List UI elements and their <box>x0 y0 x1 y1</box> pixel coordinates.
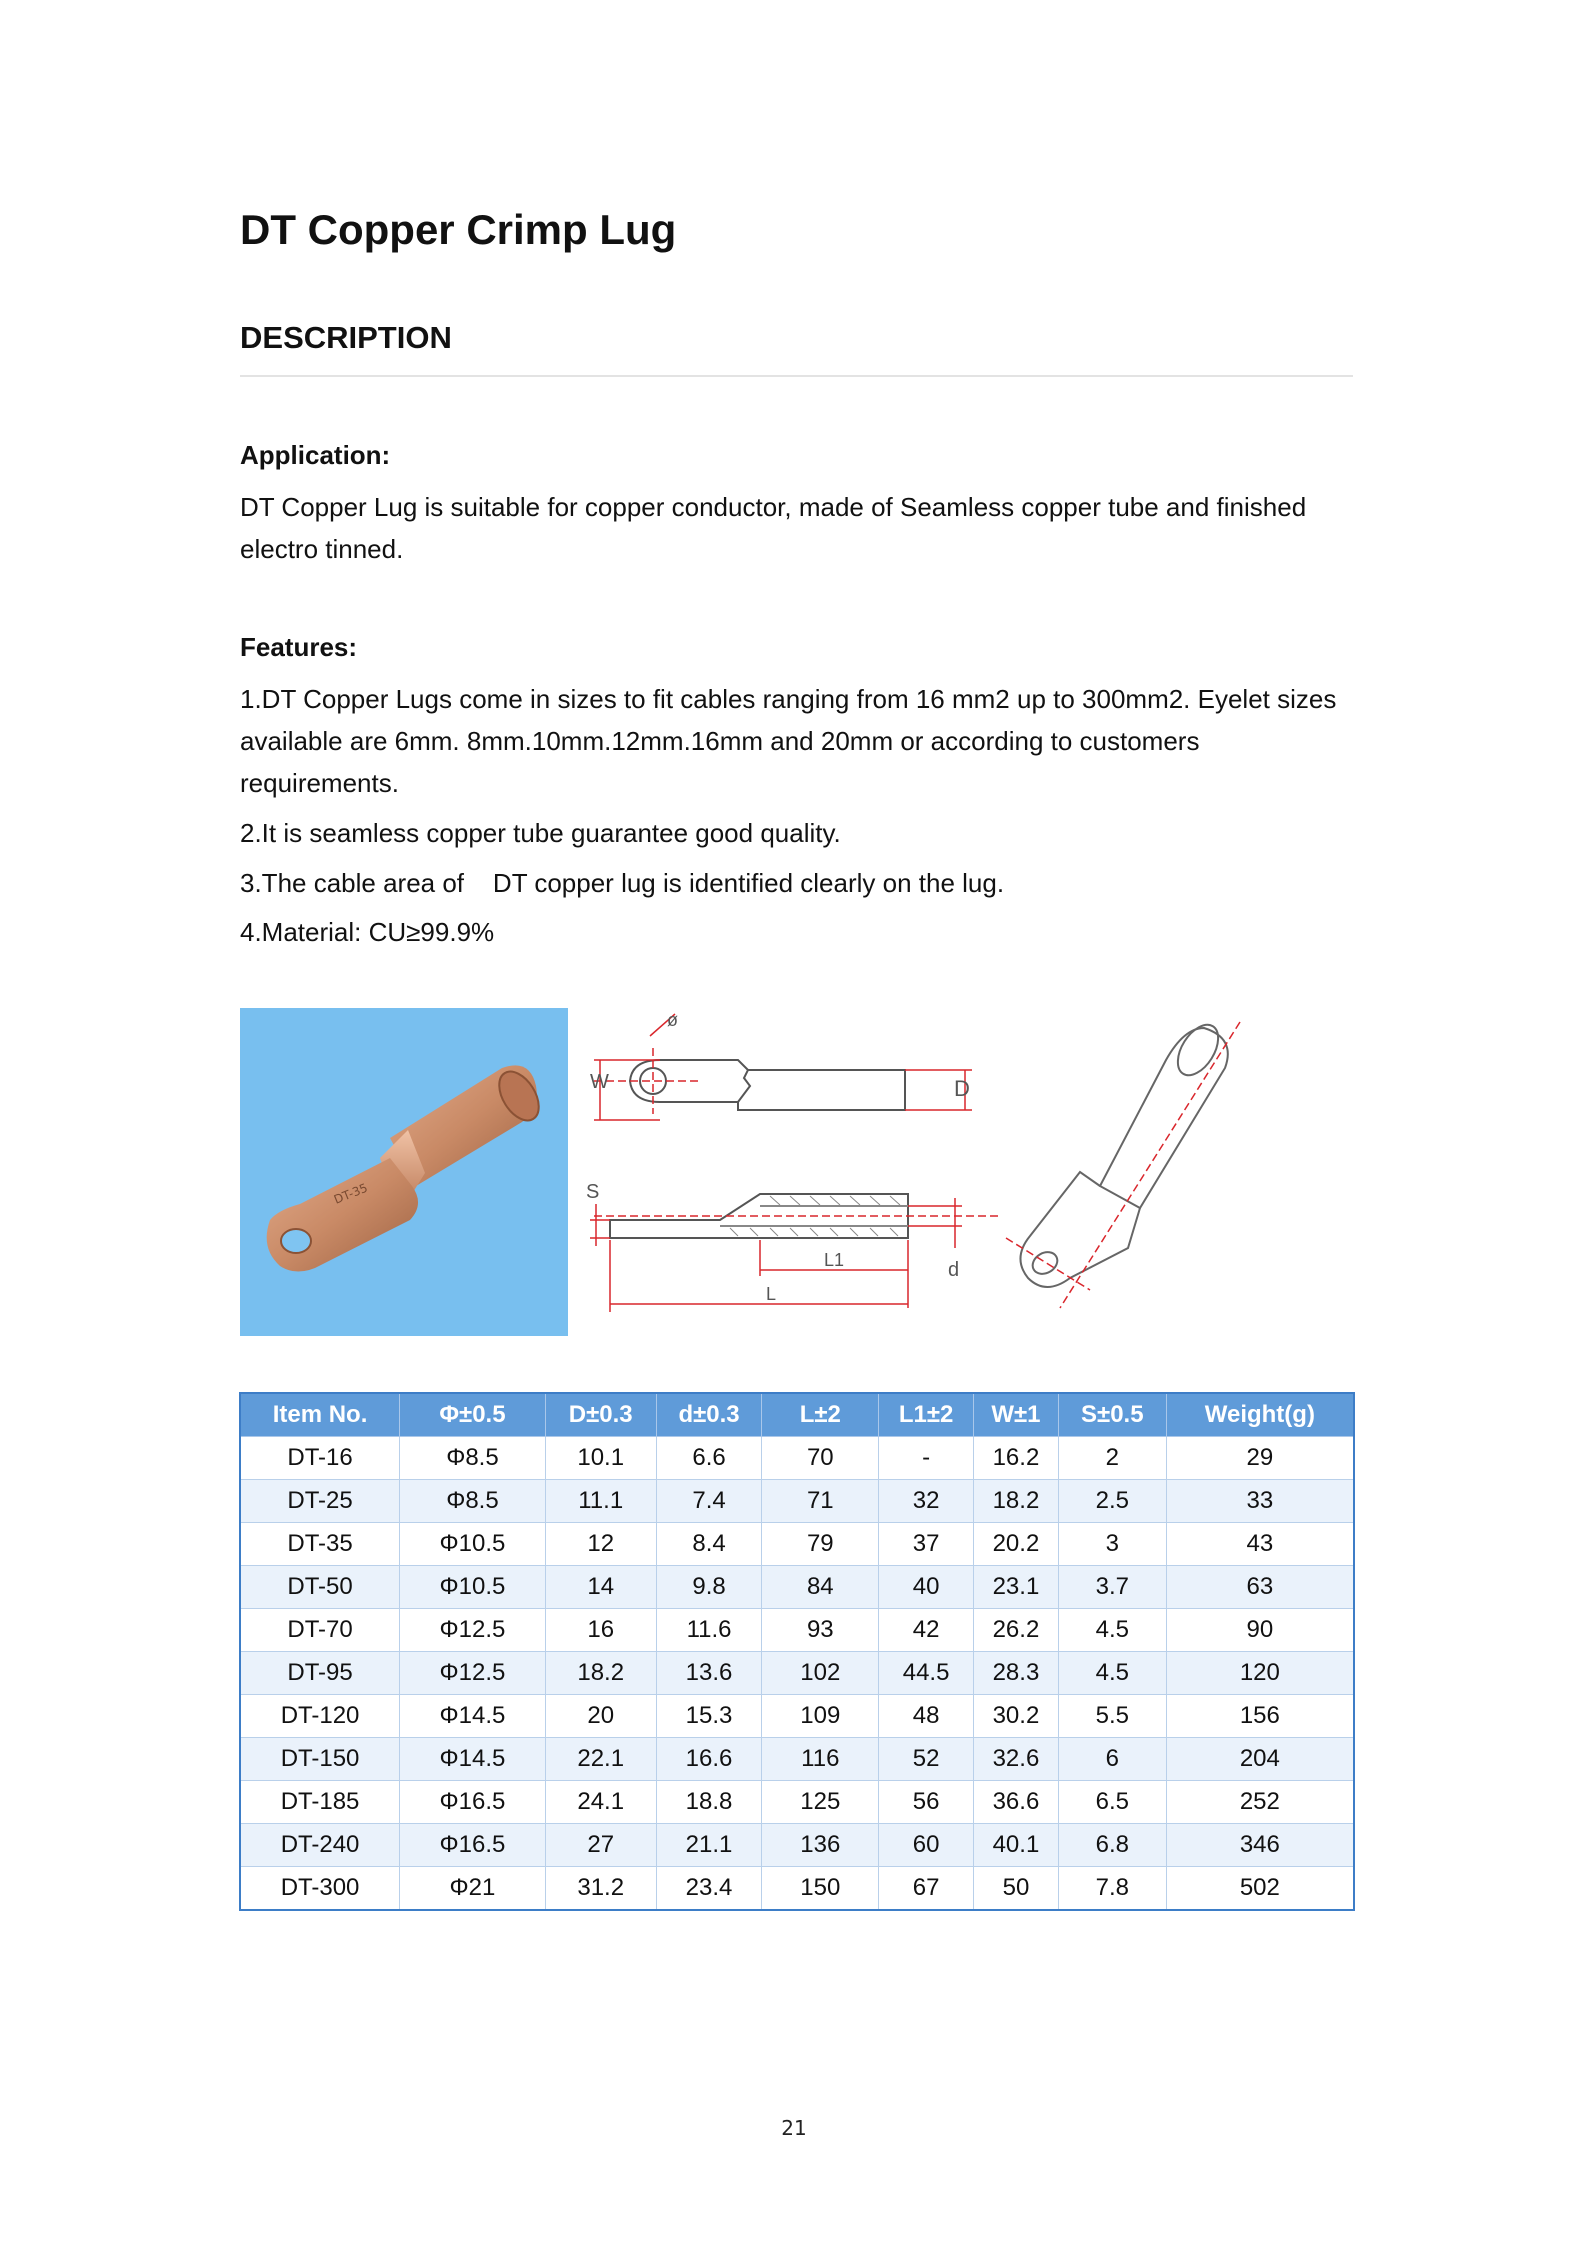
table-cell: 84 <box>762 1566 879 1609</box>
table-cell: 40.1 <box>974 1824 1059 1867</box>
table-row <box>240 1652 1354 1695</box>
table-cell: 90 <box>1166 1609 1354 1652</box>
table-cell: DT-120 <box>240 1695 400 1738</box>
table-cell: 116 <box>762 1738 879 1781</box>
column-header: Item No. <box>240 1393 400 1437</box>
table-cell: 4.5 <box>1058 1609 1166 1652</box>
table-cell: 3.7 <box>1058 1566 1166 1609</box>
table-cell: 43 <box>1166 1523 1354 1566</box>
table-cell: 3 <box>1058 1523 1166 1566</box>
table-cell: 4.5 <box>1058 1652 1166 1695</box>
table-cell: 18.2 <box>545 1652 656 1695</box>
table-row <box>240 1437 1354 1480</box>
table-cell: 204 <box>1166 1738 1354 1781</box>
table-header-row <box>240 1393 1354 1437</box>
dim-label-d-outer: D <box>954 1076 970 1101</box>
table-cell: 15.3 <box>656 1695 762 1738</box>
table-cell: 120 <box>1166 1652 1354 1695</box>
table-cell: DT-50 <box>240 1566 400 1609</box>
table-cell: 50 <box>974 1867 1059 1911</box>
dim-label-w: W <box>590 1071 609 1093</box>
table-cell: 9.8 <box>656 1566 762 1609</box>
table-cell: 56 <box>879 1781 974 1824</box>
spec-table <box>239 1392 1355 1911</box>
feature-item-3: 3.The cable area of DT copper lug is identified clearly on the lug. <box>240 868 1005 898</box>
table-cell: Φ12.5 <box>400 1609 546 1652</box>
table-cell: 60 <box>879 1824 974 1867</box>
table-cell: 13.6 <box>656 1652 762 1695</box>
dim-label-d-inner: d <box>948 1259 960 1281</box>
table-cell: 14 <box>545 1566 656 1609</box>
table-cell: 71 <box>762 1480 879 1523</box>
column-header: L1±2 <box>879 1393 974 1437</box>
table-cell: 40 <box>879 1566 974 1609</box>
dim-label-s: S <box>586 1181 600 1203</box>
table-cell: 6 <box>1058 1738 1166 1781</box>
table-cell: Φ8.5 <box>400 1480 546 1523</box>
table-row <box>240 1867 1354 1911</box>
table-cell: 52 <box>879 1738 974 1781</box>
table-cell: 109 <box>762 1695 879 1738</box>
column-header: W±1 <box>974 1393 1059 1437</box>
table-cell: 125 <box>762 1781 879 1824</box>
photo-marking: DT-35 <box>331 1180 370 1207</box>
table-cell: 31.2 <box>545 1867 656 1911</box>
table-cell: 63 <box>1166 1566 1354 1609</box>
table-cell: 67 <box>879 1867 974 1911</box>
table-cell: DT-35 <box>240 1523 400 1566</box>
table-cell: Φ10.5 <box>400 1523 546 1566</box>
table-cell: 5.5 <box>1058 1695 1166 1738</box>
table-cell: 70 <box>762 1437 879 1480</box>
lug-dimension-drawing <box>580 1008 1360 1338</box>
table-cell: Φ16.5 <box>400 1824 546 1867</box>
table-cell: 79 <box>762 1523 879 1566</box>
column-header: D±0.3 <box>545 1393 656 1437</box>
table-cell: DT-70 <box>240 1609 400 1652</box>
page-number: 21 <box>781 2116 807 2140</box>
table-cell: DT-25 <box>240 1480 400 1523</box>
table-cell: 2.5 <box>1058 1480 1166 1523</box>
table-cell: 8.4 <box>656 1523 762 1566</box>
application-text: DT Copper Lug is suitable for copper conductor, made of Seamless copper tube and finished electro tinned. <box>240 492 1307 564</box>
feature-item-4: 4.Material: CU≥99.9% <box>240 917 495 947</box>
table-cell: DT-150 <box>240 1738 400 1781</box>
table-cell: 6.8 <box>1058 1824 1166 1867</box>
table-cell: 6.6 <box>656 1437 762 1480</box>
table-row <box>240 1781 1354 1824</box>
feature-item-2: 2.It is seamless copper tube guarantee good quality. <box>240 818 841 848</box>
table-cell: 44.5 <box>879 1652 974 1695</box>
table-cell: 36.6 <box>974 1781 1059 1824</box>
table-cell: 16 <box>545 1609 656 1652</box>
column-header: S±0.5 <box>1058 1393 1166 1437</box>
table-cell: 10.1 <box>545 1437 656 1480</box>
table-cell: 23.4 <box>656 1867 762 1911</box>
table-row <box>240 1738 1354 1781</box>
application-label: Application: <box>240 440 391 470</box>
column-header: L±2 <box>762 1393 879 1437</box>
table-cell: Φ14.5 <box>400 1738 546 1781</box>
dim-label-phi: ø <box>667 1010 678 1030</box>
table-cell: Φ10.5 <box>400 1566 546 1609</box>
features-label: Features: <box>240 632 358 662</box>
column-header: Φ±0.5 <box>400 1393 546 1437</box>
table-cell: 7.8 <box>1058 1867 1166 1911</box>
dim-label-l1: L1 <box>824 1250 845 1270</box>
table-cell: 42 <box>879 1609 974 1652</box>
table-cell: 16.6 <box>656 1738 762 1781</box>
table-row <box>240 1480 1354 1523</box>
table-cell: 11.1 <box>545 1480 656 1523</box>
table-cell: 30.2 <box>974 1695 1059 1738</box>
table-cell: Φ16.5 <box>400 1781 546 1824</box>
table-row <box>240 1523 1354 1566</box>
table-cell: 33 <box>1166 1480 1354 1523</box>
table-cell: 20 <box>545 1695 656 1738</box>
table-cell: 102 <box>762 1652 879 1695</box>
table-row <box>240 1609 1354 1652</box>
column-header: d±0.3 <box>656 1393 762 1437</box>
table-cell: 28.3 <box>974 1652 1059 1695</box>
table-cell: 18.8 <box>656 1781 762 1824</box>
table-cell: 27 <box>545 1824 656 1867</box>
table-cell: 26.2 <box>974 1609 1059 1652</box>
table-cell: 150 <box>762 1867 879 1911</box>
table-cell: 93 <box>762 1609 879 1652</box>
table-cell: Φ12.5 <box>400 1652 546 1695</box>
divider <box>240 375 1353 377</box>
table-cell: - <box>879 1437 974 1480</box>
table-cell: 11.6 <box>656 1609 762 1652</box>
table-cell: 37 <box>879 1523 974 1566</box>
table-cell: 7.4 <box>656 1480 762 1523</box>
table-cell: Φ14.5 <box>400 1695 546 1738</box>
table-cell: 252 <box>1166 1781 1354 1824</box>
table-cell: 502 <box>1166 1867 1354 1911</box>
table-cell: 136 <box>762 1824 879 1867</box>
table-row <box>240 1566 1354 1609</box>
table-cell: 29 <box>1166 1437 1354 1480</box>
table-cell: 21.1 <box>656 1824 762 1867</box>
table-cell: 12 <box>545 1523 656 1566</box>
table-cell: DT-185 <box>240 1781 400 1824</box>
feature-item-1: 1.DT Copper Lugs come in sizes to fit cables ranging from 16 mm2 up to 300mm2. Eyelet sizes available are 6mm. 8mm.10mm.12mm.16mm and 20mm or according to customers requirements. <box>240 684 1337 798</box>
table-row <box>240 1695 1354 1738</box>
table-cell: Φ21 <box>400 1867 546 1911</box>
table-cell: 48 <box>879 1695 974 1738</box>
table-cell: 16.2 <box>974 1437 1059 1480</box>
table-cell: 24.1 <box>545 1781 656 1824</box>
table-cell: DT-16 <box>240 1437 400 1480</box>
table-cell: 32 <box>879 1480 974 1523</box>
table-row <box>240 1824 1354 1867</box>
copper-lug-photo <box>240 1008 568 1336</box>
page-title: DT Copper Crimp Lug <box>240 206 677 253</box>
product-photo <box>240 1008 568 1336</box>
table-cell: 2 <box>1058 1437 1166 1480</box>
table-cell: DT-300 <box>240 1867 400 1911</box>
section-heading: DESCRIPTION <box>240 320 452 355</box>
table-cell: 6.5 <box>1058 1781 1166 1824</box>
table-cell: DT-95 <box>240 1652 400 1695</box>
table-cell: 346 <box>1166 1824 1354 1867</box>
table-cell: 32.6 <box>974 1738 1059 1781</box>
table-cell: 156 <box>1166 1695 1354 1738</box>
column-header: Weight(g) <box>1166 1393 1354 1437</box>
technical-drawing <box>580 1008 1360 1338</box>
table-cell: 20.2 <box>974 1523 1059 1566</box>
table-cell: DT-240 <box>240 1824 400 1867</box>
table-cell: 22.1 <box>545 1738 656 1781</box>
table-cell: 23.1 <box>974 1566 1059 1609</box>
table-cell: Φ8.5 <box>400 1437 546 1480</box>
dim-label-l: L <box>766 1284 777 1304</box>
table-cell: 18.2 <box>974 1480 1059 1523</box>
